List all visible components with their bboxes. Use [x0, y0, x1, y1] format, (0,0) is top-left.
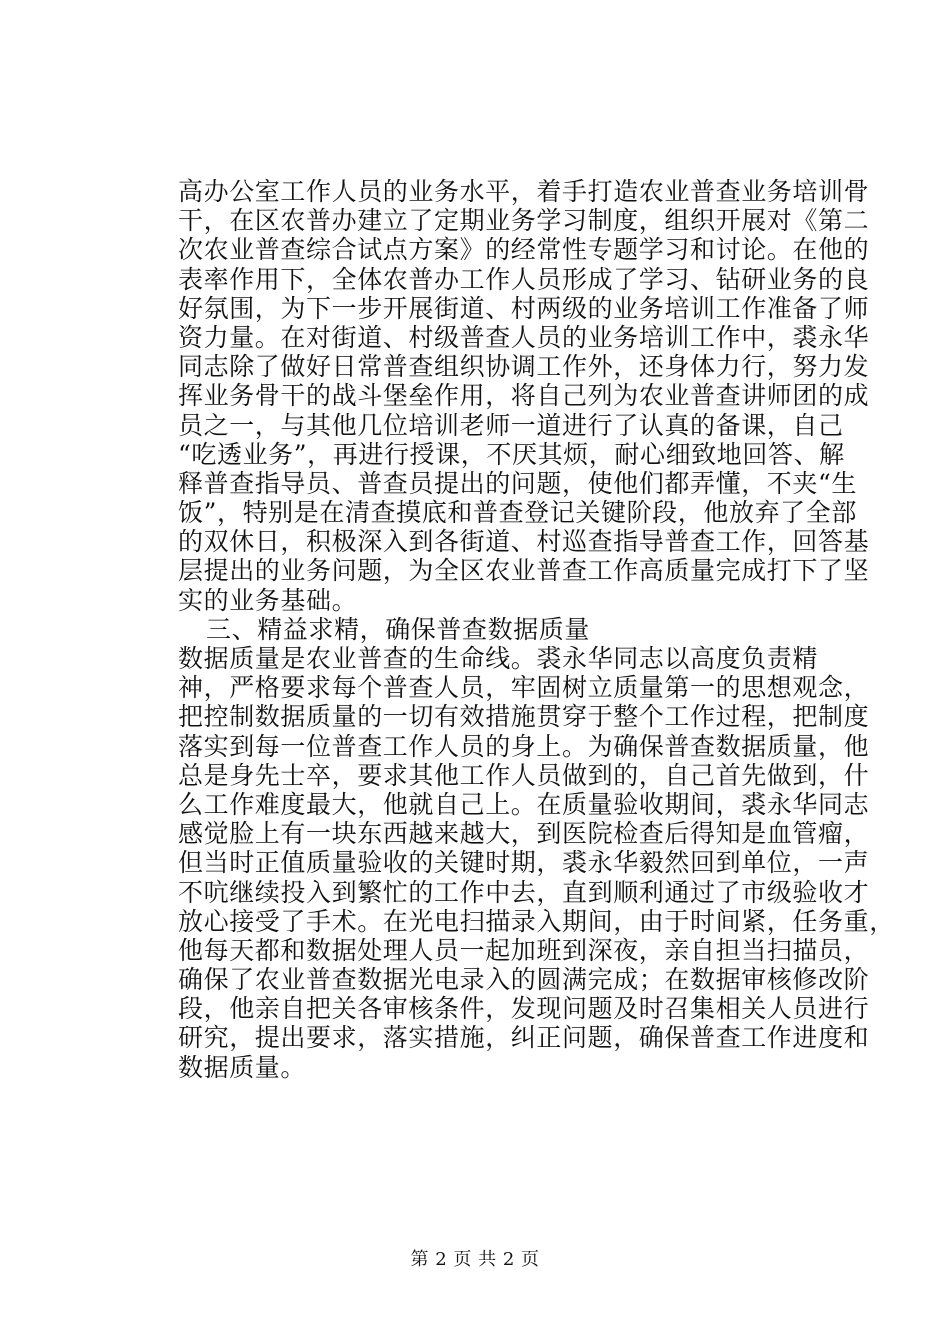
page-footer: 第 2 页 共 2 页 — [410, 1249, 540, 1270]
body-line: 把控制数据质量的一切有效措施贯穿于整个工作过程，把制度 — [178, 702, 870, 732]
section-heading: 三、精益求精，确保普查数据质量 — [206, 614, 591, 644]
body-line: 干，在区农普办建立了定期业务学习制度，组织开展对《第二 — [178, 206, 870, 236]
body-line: 落实到每一位普查工作人员的身上。为确保普查数据质量，他 — [178, 731, 870, 761]
body-line: 研究，提出要求，落实措施，纠正问题，确保普查工作进度和 — [178, 1023, 870, 1053]
body-line: 数据质量是农业普查的生命线。裘永华同志以高度负责精 — [178, 644, 819, 673]
body-line: 挥业务骨干的战斗堡垒作用，将自己列为农业普查讲师团的成 — [178, 381, 870, 411]
body-line: 总是身先士卒，要求其他工作人员做到的，自己首先做到，什 — [178, 760, 870, 790]
body-line: 数据质量。 — [178, 1052, 307, 1082]
body-line: 表率作用下，全体农普办工作人员形成了学习、钻研业务的良 — [178, 264, 870, 294]
body-line: 同志除了做好日常普查组织协调工作外，还身体力行，努力发 — [178, 352, 870, 382]
body-line: 释普查指导员、普查员提出的问题，使他们都弄懂，不夹“生 — [178, 468, 857, 498]
body-line: 放心接受了手术。在光电扫描录入期间，由于时间紧，任务重， — [178, 906, 895, 936]
body-line: 段，他亲自把关各审核条件，发现问题及时召集相关人员进行 — [178, 994, 870, 1024]
body-line: 他每天都和数据处理人员一起加班到深夜，亲自担当扫描员， — [178, 935, 870, 965]
body-line: 好氛围，为下一步开展街道、村两级的业务培训工作准备了师 — [178, 293, 870, 323]
body-line: 员之一，与其他几位培训老师一道进行了认真的备课，自己 — [178, 410, 844, 440]
body-line: 的双休日，积极深入到各街道、村巡查指导普查工作，回答基 — [178, 527, 870, 557]
body-line: “吃透业务”，再进行授课，不厌其烦，耐心细致地回答、解 — [178, 439, 845, 469]
body-line: 次农业普查综合试点方案》的经常性专题学习和讨论。在他的 — [178, 235, 870, 265]
body-line: 么工作难度最大，他就自己上。在质量验收期间，裘永华同志 — [178, 789, 870, 819]
body-line: 高办公室工作人员的业务水平，着手打造农业普查业务培训骨 — [178, 177, 870, 206]
body-line: 饭”，特别是在清查摸底和普查登记关键阶段，他放弃了全部 — [178, 498, 857, 528]
body-line: 确保了农业普查数据光电录入的圆满完成；在数据审核修改阶 — [178, 965, 870, 995]
body-line: 神，严格要求每个普查人员，牢固树立质量第一的思想观念， — [178, 673, 870, 703]
body-line: 但当时正值质量验收的关键时期，裘永华毅然回到单位，一声 — [178, 848, 870, 878]
body-line: 实的业务基础。 — [178, 585, 358, 615]
body-line: 不吭继续投入到繁忙的工作中去，直到顺利通过了市级验收才 — [178, 877, 870, 907]
body-line: 层提出的业务问题，为全区农业普查工作高质量完成打下了坚 — [178, 556, 870, 586]
body-line: 资力量。在对街道、村级普查人员的业务培训工作中，裘永华 — [178, 322, 870, 352]
body-line: 感觉脸上有一块东西越来越大，到医院检查后得知是血管瘤， — [178, 819, 870, 849]
document-body — [178, 177, 895, 1082]
